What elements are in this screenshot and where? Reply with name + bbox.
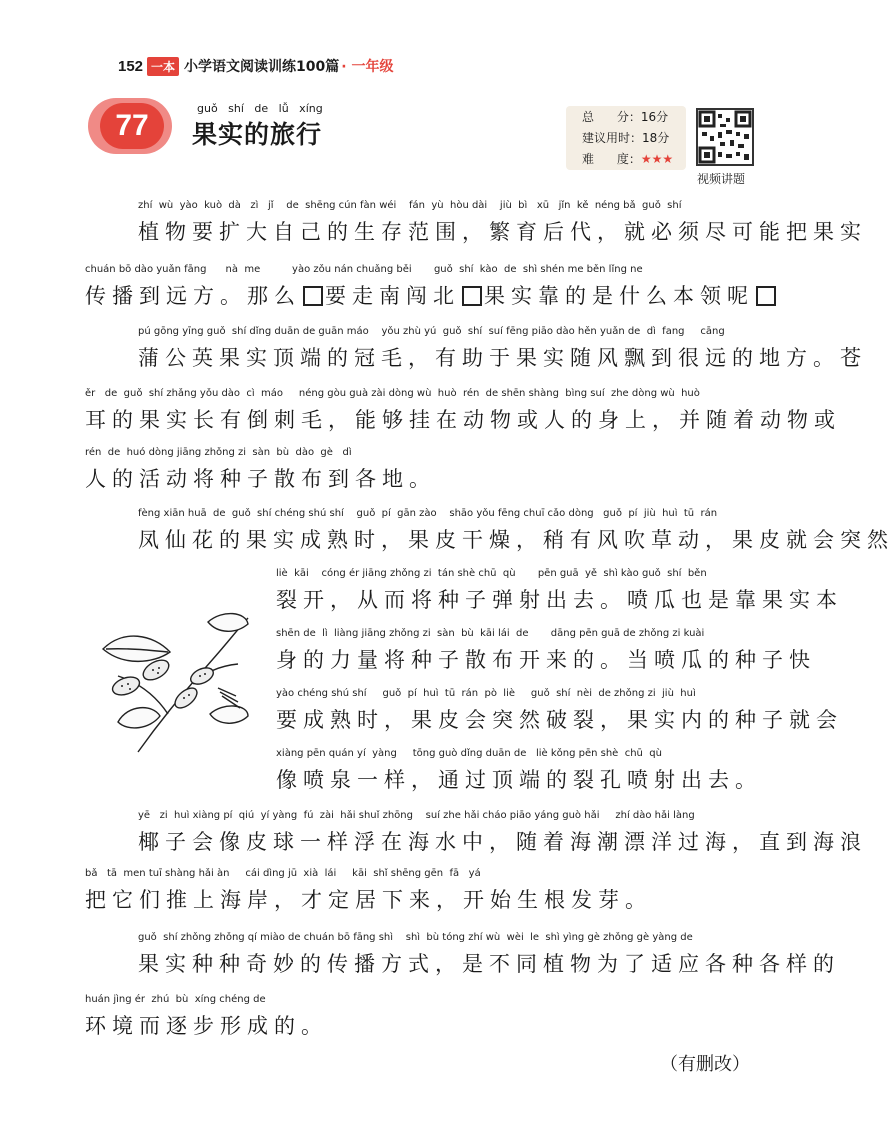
source-note: （有删改）	[660, 1054, 750, 1075]
page-number: 152	[118, 57, 144, 75]
title-pinyin: guǒ shí de lǚ xíng	[197, 102, 323, 115]
pinyin: xiàng pēn quán yí yàng tōng guò dǐng duān de liè kǒng pēn shè chū qù	[276, 748, 662, 759]
pinyin: rén de huó dòng jiāng zhǒng zi sàn bù dào gè dì	[85, 447, 352, 458]
pinyin: shēn de lì liàng jiāng zhǒng zi sàn bù kāi lái de dāng pēn guā de zhǒng zi kuài	[276, 628, 705, 639]
hanzi-with-blanks	[85, 280, 778, 310]
hanzi: 果实种种奇妙的传播方式，是不同植物为了适应各种各样的	[138, 952, 840, 976]
lesson-title: 果实的旅行	[192, 120, 323, 149]
hanzi: 环境而逐步形成的。	[85, 1014, 328, 1038]
pinyin: liè kāi cóng ér jiāng zhǒng zi tán shè chū qù pēn guā yě shì kào guǒ shí běn	[276, 568, 707, 579]
hanzi: 植物要扩大自己的生存范围，繁育后代，就必须尽可能把果实	[138, 220, 867, 244]
hanzi: 凤仙花的果实成熟时，果皮干燥，稍有风吹草动，果皮就会突然	[138, 528, 894, 552]
grade-label: · 一年级	[341, 59, 394, 75]
hanzi: 蒲公英果实顶端的冠毛，有助于果实随风飘到很远的地方。苍	[138, 346, 867, 370]
pinyin: huán jìng ér zhú bù xíng chéng de	[85, 994, 266, 1005]
punctuation-blank-2[interactable]	[462, 286, 482, 306]
hanzi-part: 要走南闯北	[325, 284, 460, 308]
total-score: 总 分：16分	[582, 110, 669, 124]
pinyin: fèng xiān huā de guǒ shí chéng shú shí guǒ pí gān zào shāo yǒu fēng chuī cǎo dòng guǒ pí jiù huì tū rán	[138, 508, 718, 519]
difficulty-row	[582, 150, 673, 167]
pinyin: yào chéng shú shí guǒ pí huì tū rán pò liè guǒ shí nèi de zhǒng zi jiù huì	[276, 688, 696, 699]
hanzi-part: 传播到远方。那么	[85, 284, 301, 308]
hanzi-part: 果实靠的是什么本领呢	[484, 284, 754, 308]
suggested-time: 建议用时：18分	[582, 131, 670, 145]
qr-code[interactable]	[696, 108, 754, 166]
pinyin: yē zi huì xiàng pí qiú yí yàng fú zài hǎi shuǐ zhōng suí zhe hǎi cháo piāo yáng guò hǎi zhí dào hǎi làng	[138, 810, 695, 821]
pinyin: bǎ tā men tuī shàng hǎi àn cái dìng jū xià lái kāi shǐ shēng gēn fā yá	[85, 868, 481, 879]
pinyin: zhí wù yào kuò dà zì jǐ de shēng cún fàn wéi fán yù hòu dài jiù bì xū jǐn kě néng bǎ guǒ shí	[138, 200, 682, 211]
pinyin: chuán bō dào yuǎn fāng nà me yào zǒu nán chuǎng běi guǒ shí kào de shì shén me běn lǐng ne	[85, 264, 643, 275]
page-header	[118, 54, 393, 78]
lesson-number-badge: 77	[100, 103, 164, 149]
pinyin: guǒ shí zhǒng zhǒng qí miào de chuán bō fāng shì shì bù tóng zhí wù wèi le shì yìng gè zhǒng gè yàng de	[138, 932, 693, 943]
series-title: 小学语文阅读训练100篇	[184, 59, 340, 75]
hanzi: 人的活动将种子散布到各地。	[85, 467, 436, 491]
punctuation-blank-1[interactable]	[303, 286, 323, 306]
punctuation-blank-3[interactable]	[756, 286, 776, 306]
score-info-box	[566, 106, 686, 170]
hanzi: 椰子会像皮球一样浮在海水中，随着海潮漂洋过海，直到海浪	[138, 830, 867, 854]
hanzi: 像喷泉一样，通过顶端的裂孔喷射出去。	[276, 768, 762, 792]
hanzi: 身的力量将种子散布开来的。当喷瓜的种子快	[276, 648, 816, 672]
pinyin: ěr de guǒ shí zhǎng yǒu dào cì máo néng gòu guà zài dòng wù huò rén de shēn shàng bìng suí zhe dòng wù huò	[85, 388, 700, 399]
qr-code-image	[698, 110, 752, 164]
difficulty-label: 难 度：	[582, 152, 641, 166]
hanzi: 裂开，从而将种子弹射出去。喷瓜也是靠果实本	[276, 588, 843, 612]
pinyin: pú gōng yīng guǒ shí dǐng duān de guān máo yǒu zhù yú guǒ shí suí fēng piāo dào hěn yuǎn de dì fang cāng	[138, 326, 725, 337]
hanzi: 要成熟时，果皮会突然破裂，果实内的种子就会	[276, 708, 843, 732]
squirting-cucumber-illustration	[98, 604, 258, 754]
hanzi: 耳的果实长有倒刺毛，能够挂在动物或人的身上，并随着动物或	[85, 408, 841, 432]
difficulty-stars: ★★★	[640, 152, 674, 166]
qr-label: 视频讲题	[697, 172, 746, 186]
hanzi: 把它们推上海岸，才定居下来，开始生根发芽。	[85, 888, 652, 912]
brand-logo: 一本	[147, 57, 179, 76]
